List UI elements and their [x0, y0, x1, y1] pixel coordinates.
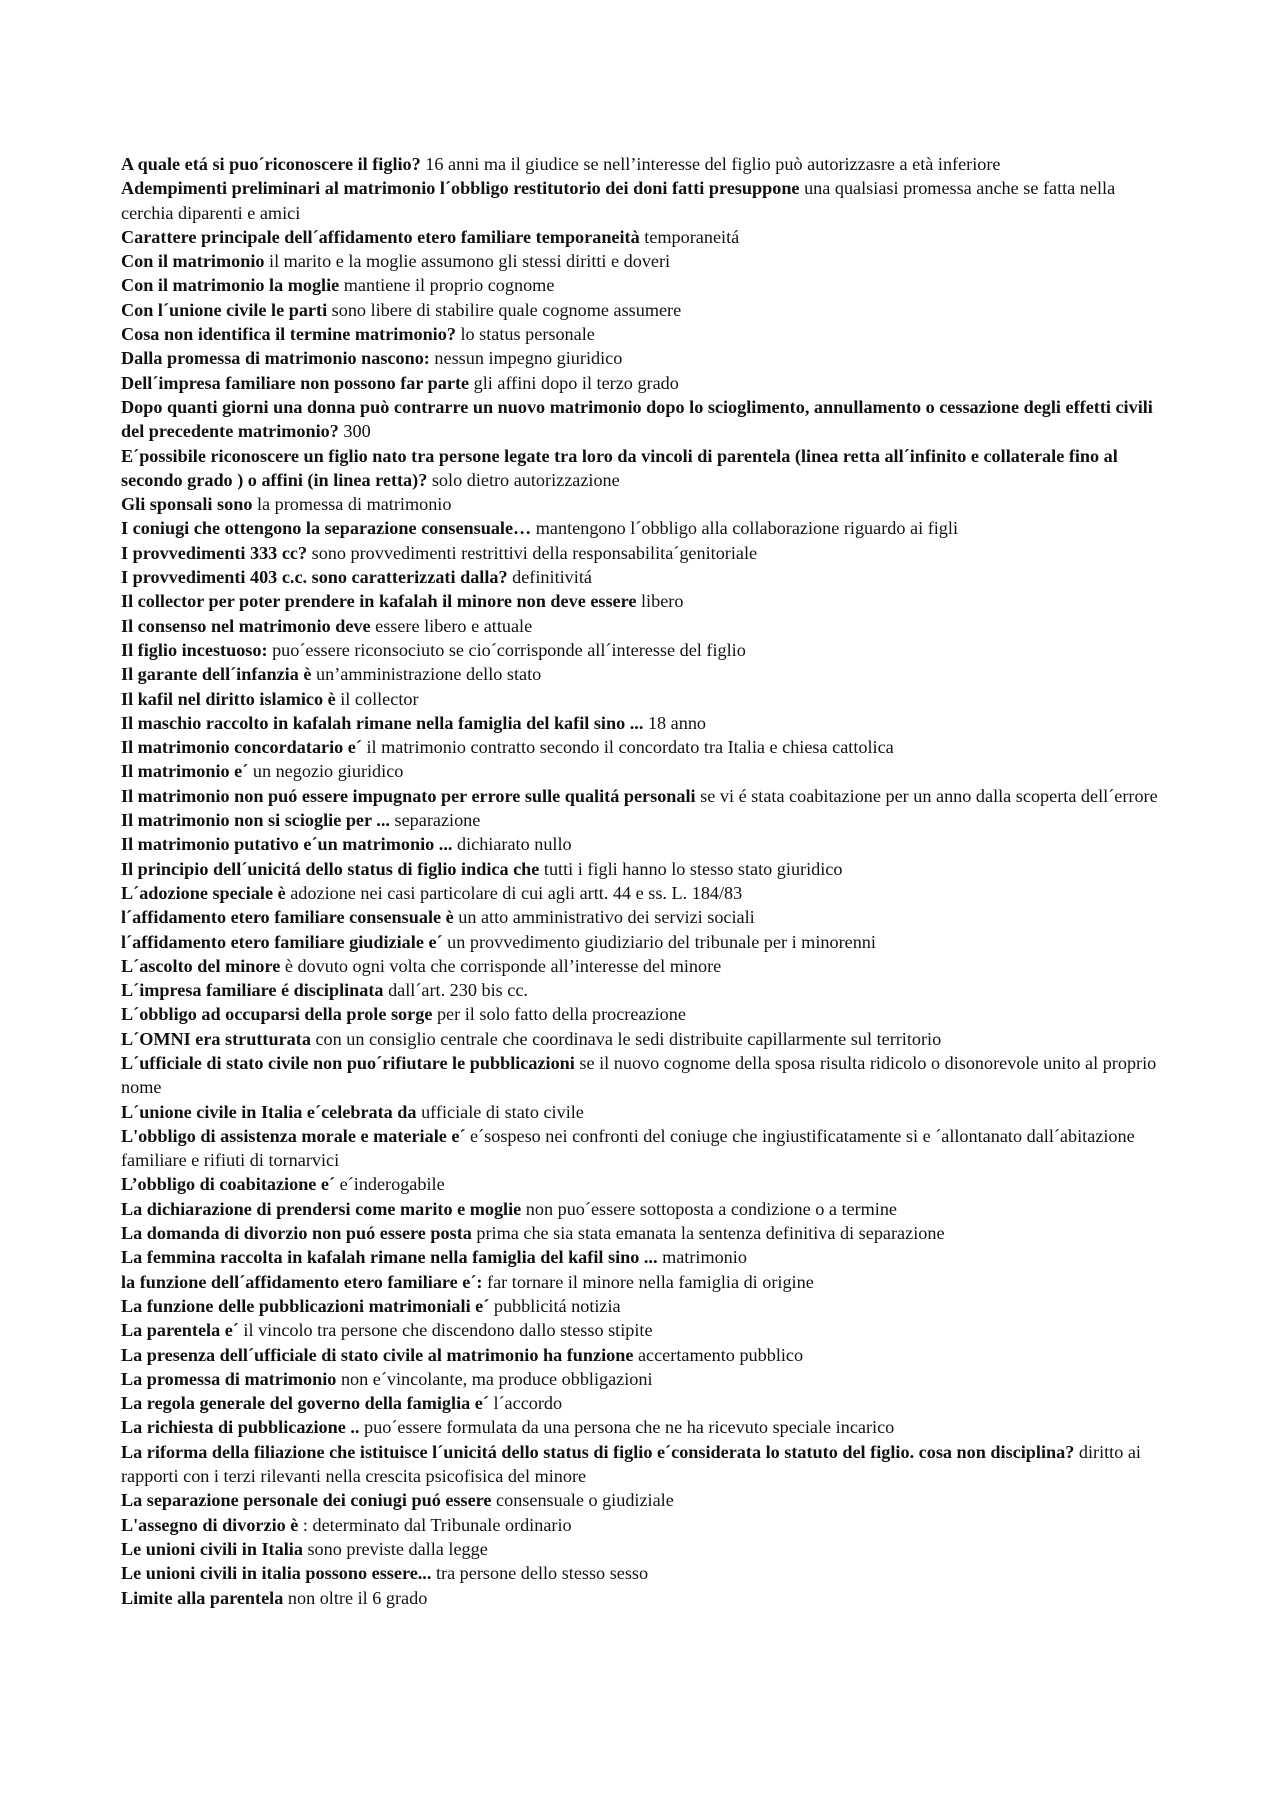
question-text: L´adozione speciale è	[121, 882, 286, 903]
qa-item	[121, 1245, 1166, 1269]
qa-item	[121, 1367, 1166, 1391]
qa-item	[121, 1488, 1166, 1512]
qa-item	[121, 322, 1166, 346]
qa-item	[121, 225, 1166, 249]
answer-text: per il solo fatto della procreazione	[436, 1004, 686, 1025]
answer-text: un negozio giuridico	[252, 761, 404, 782]
question-text: l´affidamento etero familiare consensuale è	[121, 907, 454, 928]
qa-item	[121, 905, 1166, 929]
answer-text: temporaneitá	[644, 226, 740, 247]
question-text: Il collector per poter prendere in kafalah il minore non deve essere	[121, 591, 637, 612]
question-text: Le unioni civili in Italia	[121, 1538, 303, 1559]
qa-item	[121, 1586, 1166, 1610]
qa-item	[121, 371, 1166, 395]
question-text: Le unioni civili in italia possono essere...	[121, 1563, 432, 1584]
qa-item	[121, 978, 1166, 1002]
qa-item	[121, 1124, 1166, 1173]
qa-item	[121, 687, 1166, 711]
qa-item	[121, 1172, 1166, 1196]
answer-text: puo´essere riconsociuto se cio´corrisponde all´interesse del figlio	[272, 639, 746, 660]
qa-item	[121, 1221, 1166, 1245]
qa-item	[121, 1051, 1166, 1100]
question-text: La promessa di matrimonio	[121, 1368, 337, 1389]
qa-item	[121, 249, 1166, 273]
question-text: L'obbligo di assistenza morale e materiale e´	[121, 1125, 466, 1146]
question-text: La femmina raccolta in kafalah rimane nella famiglia del kafil sino ...	[121, 1247, 658, 1268]
answer-text: consensuale o giudiziale	[496, 1490, 674, 1511]
qa-item	[121, 1440, 1166, 1489]
answer-text: far tornare il minore nella famiglia di origine	[487, 1271, 814, 1292]
question-text: La riforma della filiazione che istituisce l´unicitá dello status di figlio e´considerata lo statuto del figlio. cosa non disciplina?	[121, 1441, 1075, 1462]
question-text: Il matrimonio concordatario e´	[121, 737, 362, 758]
qa-item	[121, 881, 1166, 905]
question-text: L´ascolto del minore	[121, 955, 281, 976]
answer-text: se il nuovo cognome della sposa risulta ridicolo o disonorevole unito al proprio nome	[121, 1052, 1157, 1098]
answer-text: prima che sia stata emanata la sentenza definitiva di separazione	[476, 1223, 945, 1244]
qa-item	[121, 784, 1166, 808]
answer-text: mantiene il proprio cognome	[343, 275, 555, 296]
question-text: l´affidamento etero familiare giudiziale e´	[121, 931, 443, 952]
answer-text: un atto amministrativo dei servizi sociali	[458, 907, 755, 928]
question-text: Dopo quanti giorni una donna può contrarre un nuovo matrimonio dopo lo scioglimento, annullamento o cessazione degli effetti civili del precedente matrimonio?	[121, 396, 1153, 442]
answer-text: un provvedimento giudiziario del tribunale per i minorenni	[447, 931, 876, 952]
qa-item	[121, 395, 1166, 444]
question-text: L´obbligo ad occuparsi della prole sorge	[121, 1004, 433, 1025]
qa-item	[121, 152, 1166, 176]
answer-text: accertamento pubblico	[637, 1344, 804, 1365]
question-text: Il matrimonio non si scioglie per ...	[121, 810, 390, 831]
question-text: Il consenso nel matrimonio deve	[121, 615, 371, 636]
question-text: L´impresa familiare é disciplinata	[121, 980, 384, 1001]
answer-text: è dovuto ogni volta che corrisponde all’interesse del minore	[284, 955, 722, 976]
question-text: la funzione dell´affidamento etero familiare e´:	[121, 1271, 483, 1292]
question-text: Il matrimonio putativo e´un matrimonio ...	[121, 834, 453, 855]
question-text: Dalla promessa di matrimonio nascono:	[121, 348, 430, 369]
question-text: La richiesta di pubblicazione ..	[121, 1417, 360, 1438]
question-text: Con l´unione civile le parti	[121, 299, 328, 320]
qa-item	[121, 1294, 1166, 1318]
qa-item	[121, 857, 1166, 881]
question-text: L´ufficiale di stato civile non puo´rifiutare le pubblicazioni	[121, 1052, 575, 1073]
qa-item	[121, 346, 1166, 370]
answer-text: il vincolo tra persone che discendono dallo stesso stipite	[243, 1320, 653, 1341]
qa-item	[121, 832, 1166, 856]
qa-item	[121, 1027, 1166, 1051]
answer-text: il matrimonio contratto secondo il concordato tra Italia e chiesa cattolica	[366, 737, 894, 758]
answer-text: sono previste dalla legge	[307, 1538, 488, 1559]
answer-text: tutti i figli hanno lo stesso stato giuridico	[543, 858, 843, 879]
qa-item	[121, 1561, 1166, 1585]
qa-item	[121, 589, 1166, 613]
answer-text: sono libere di stabilire quale cognome assumere	[331, 299, 682, 320]
answer-text: lo status personale	[460, 324, 595, 345]
qa-item	[121, 492, 1166, 516]
answer-text: 16 anni ma il giudice se nell’interesse del figlio può autorizzasre a età inferiore	[425, 154, 1001, 174]
answer-text: non e´vincolante, ma produce obbligazioni	[340, 1368, 653, 1389]
answer-text: definitivitá	[512, 567, 592, 588]
question-text: La parentela e´	[121, 1320, 239, 1341]
answer-text: gli affini dopo il terzo grado	[473, 372, 679, 393]
answer-text: matrimonio	[662, 1247, 747, 1268]
question-text: E´possibile riconoscere un figlio nato tra persone legate tra loro da vincoli di parentela (linea retta all´infinito e collaterale fino al secondo grado ) o affini (in linea retta)?	[121, 445, 1118, 490]
answer-text: puo´essere formulata da una persona che ne ha ricevuto speciale incarico	[364, 1417, 895, 1438]
question-text: L´OMNI era strutturata	[121, 1028, 311, 1049]
answer-text: e´sospeso nei confronti del coniuge che ingiustificatamente si e ´allontanato dall´abitazione familiare e rifiuti di tornarvici	[121, 1125, 1135, 1171]
question-text: A quale etá si puo´riconoscere il figlio?	[121, 154, 421, 174]
answer-text: 300	[343, 421, 371, 442]
question-text: Adempimenti preliminari al matrimonio l´obbligo restitutorio dei doni fatti presuppone	[121, 178, 800, 199]
document-body	[121, 152, 1166, 1610]
question-text: Limite alla parentela	[121, 1587, 284, 1608]
question-text: Il principio dell´unicitá dello status di figlio indica che	[121, 858, 540, 879]
question-text: Gli sponsali sono	[121, 494, 253, 515]
question-text: Con il matrimonio	[121, 251, 265, 272]
qa-item	[121, 1537, 1166, 1561]
question-text: I coniugi che ottengono la separazione consensuale…	[121, 518, 532, 539]
question-text: I provvedimenti 333 cc?	[121, 542, 308, 563]
qa-item	[121, 541, 1166, 565]
answer-text: con un consiglio centrale che coordinava le sedi distribuite capillarmente sul territorio	[315, 1028, 942, 1049]
answer-text: 18 anno	[647, 712, 707, 733]
answer-text: sono provvedimenti restrittivi della responsabilita´genitoriale	[311, 542, 758, 563]
qa-item	[121, 662, 1166, 686]
answer-text: la promessa di matrimonio	[256, 494, 452, 515]
qa-item	[121, 176, 1166, 225]
question-text: La dichiarazione di prendersi come marito e moglie	[121, 1198, 522, 1219]
answer-text: non puo´essere sottoposta a condizione o a termine	[525, 1198, 897, 1219]
qa-item	[121, 1343, 1166, 1367]
qa-item	[121, 444, 1166, 493]
question-text: L’obbligo di coabitazione e´	[121, 1174, 336, 1195]
answer-text: un’amministrazione dello stato	[316, 664, 542, 685]
qa-item	[121, 954, 1166, 978]
qa-item	[121, 930, 1166, 954]
qa-item	[121, 1197, 1166, 1221]
qa-item	[121, 1513, 1166, 1537]
question-text: I provvedimenti 403 c.c. sono caratterizzati dalla?	[121, 567, 508, 588]
qa-item	[121, 1415, 1166, 1439]
qa-item	[121, 1318, 1166, 1342]
question-text: Il garante dell´infanzia è	[121, 664, 312, 685]
question-text: La funzione delle pubblicazioni matrimoniali e´	[121, 1295, 490, 1316]
question-text: La presenza dell´ufficiale di stato civile al matrimonio ha funzione	[121, 1344, 634, 1365]
question-text: Dell´impresa familiare non possono far parte	[121, 372, 470, 393]
answer-text: : determinato dal Tribunale ordinario	[302, 1514, 572, 1535]
answer-text: e´inderogabile	[339, 1174, 445, 1195]
question-text: La domanda di divorzio non puó essere posta	[121, 1223, 472, 1244]
answer-text: una qualsiasi promessa anche se fatta nella cerchia diparenti e amici	[121, 178, 1116, 223]
question-text: Il kafil nel diritto islamico è	[121, 688, 336, 709]
answer-text: tra persone dello stesso sesso	[435, 1563, 649, 1584]
answer-text: l´accordo	[493, 1393, 563, 1414]
qa-item	[121, 565, 1166, 589]
answer-text: diritto ai rapporti con i terzi rilevanti nella crescita psicofisica del minore	[121, 1441, 1141, 1487]
question-text: La regola generale del governo della famiglia e´	[121, 1393, 489, 1414]
question-text: Cosa non identifica il termine matrimonio?	[121, 324, 456, 345]
question-text: Il figlio incestuoso:	[121, 639, 268, 660]
answer-text: dichiarato nullo	[456, 834, 572, 855]
answer-text: se vi é stata coabitazione per un anno dalla scoperta dell´errore	[700, 785, 1158, 806]
question-text: Il matrimonio non puó essere impugnato per errore sulle qualitá personali	[121, 785, 696, 806]
question-text: Il maschio raccolto in kafalah rimane nella famiglia del kafil sino ...	[121, 712, 644, 733]
answer-text: solo dietro autorizzazione	[431, 469, 620, 490]
qa-item	[121, 273, 1166, 297]
question-text: Carattere principale dell´affidamento etero familiare temporaneità	[121, 226, 640, 247]
qa-item	[121, 1002, 1166, 1026]
answer-text: il marito e la moglie assumono gli stessi diritti e doveri	[269, 251, 671, 272]
answer-text: pubblicitá notizia	[493, 1295, 621, 1316]
qa-item	[121, 808, 1166, 832]
question-text: Il matrimonio e´	[121, 761, 249, 782]
qa-item	[121, 516, 1166, 540]
qa-item	[121, 1391, 1166, 1415]
qa-item	[121, 711, 1166, 735]
question-text: L´unione civile in Italia e´celebrata da	[121, 1101, 417, 1122]
answer-text: adozione nei casi particolare di cui agli artt. 44 e ss. L. 184/83	[290, 882, 743, 903]
qa-item	[121, 735, 1166, 759]
answer-text: mantengono l´obbligo alla collaborazione riguardo ai figli	[535, 518, 959, 539]
qa-item	[121, 759, 1166, 783]
question-text: L'assegno di divorzio è	[121, 1514, 299, 1535]
answer-text: ufficiale di stato civile	[421, 1101, 584, 1122]
answer-text: essere libero e attuale	[375, 615, 533, 636]
qa-item	[121, 1270, 1166, 1294]
answer-text: dall´art. 230 bis cc.	[388, 980, 528, 1001]
qa-item	[121, 638, 1166, 662]
question-text: Con il matrimonio la moglie	[121, 275, 340, 296]
qa-item	[121, 1100, 1166, 1124]
answer-text: non oltre il 6 grado	[287, 1587, 428, 1608]
answer-text: libero	[641, 591, 684, 612]
answer-text: il collector	[340, 688, 419, 709]
answer-text: separazione	[394, 810, 481, 831]
question-text: La separazione personale dei coniugi puó essere	[121, 1490, 492, 1511]
qa-item	[121, 298, 1166, 322]
answer-text: nessun impegno giuridico	[434, 348, 623, 369]
qa-item	[121, 614, 1166, 638]
